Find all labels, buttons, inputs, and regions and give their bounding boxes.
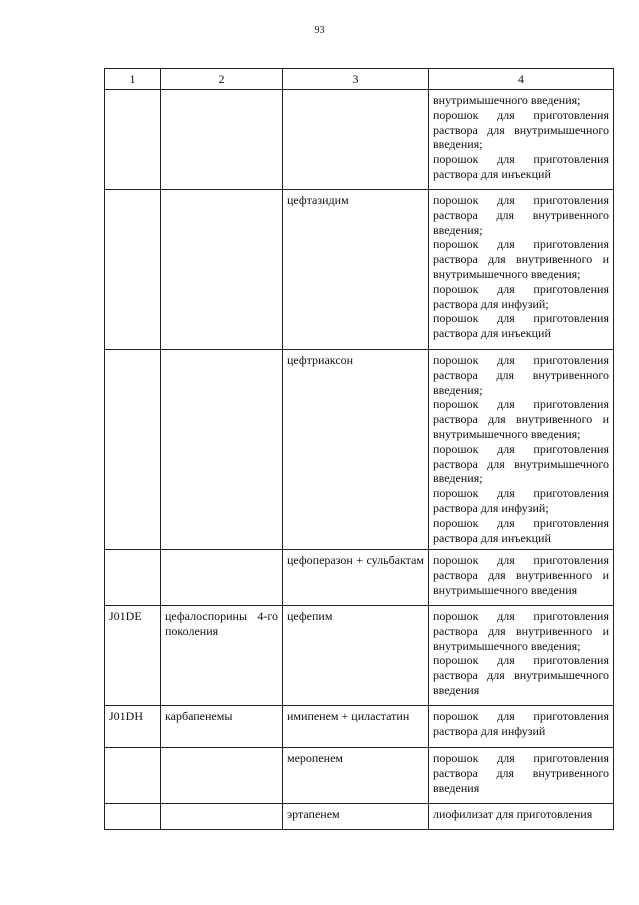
atc-code (105, 190, 161, 350)
atc-code (105, 804, 161, 830)
drug-name: меропенем (283, 748, 429, 804)
dosage-form: порошок для приготовления раствора для внутривенного и внутримышечного введения; (433, 609, 609, 653)
atc-code (105, 748, 161, 804)
table-row (105, 190, 614, 350)
dosage-forms (429, 748, 614, 804)
dosage-forms (429, 804, 614, 830)
drug-group (161, 748, 283, 804)
drug-name: цефоперазон + сульбактам (283, 550, 429, 606)
dosage-form: порошок для приготовления раствора для внутривенного и внутримышечного введения (433, 553, 609, 597)
dosage-form: порошок для приготовления раствора для внутривенного введения (433, 751, 609, 795)
table-row (105, 90, 614, 190)
table-row (105, 706, 614, 748)
drug-name: имипенем + циластатин (283, 706, 429, 748)
drug-group: карбапенемы (161, 706, 283, 748)
drug-group (161, 350, 283, 550)
dosage-form: внутримышечного введения; (433, 93, 581, 107)
dosage-form: порошок для приготовления раствора для инъекций (433, 152, 609, 181)
table-row (105, 748, 614, 804)
dosage-form: порошок для приготовления раствора для внутривенного введения; (433, 353, 609, 397)
header-col-1: 1 (105, 69, 161, 90)
drug-name: цефепим (283, 606, 429, 706)
atc-code (105, 350, 161, 550)
page-number: 93 (314, 25, 325, 36)
header-col-3: 3 (283, 69, 429, 90)
dosage-forms (429, 550, 614, 606)
dosage-forms (429, 606, 614, 706)
header-col-2: 2 (161, 69, 283, 90)
dosage-form: порошок для приготовления раствора для внутримышечного введения; (433, 107, 609, 152)
dosage-form: порошок для приготовления раствора для инфузий; (433, 281, 609, 311)
atc-code (105, 90, 161, 190)
drug-group (161, 90, 283, 190)
drug-name (283, 90, 429, 190)
dosage-form: порошок для приготовления раствора для внутривенного и внутримышечного введения; (433, 237, 609, 281)
table-row (105, 350, 614, 550)
drug-name: цефтазидим (283, 190, 429, 350)
drug-group (161, 550, 283, 606)
table-row (105, 550, 614, 606)
dosage-form: порошок для приготовления раствора для внутримышечного введения; (433, 441, 609, 486)
dosage-forms (429, 350, 614, 550)
dosage-form: лиофилизат для приготовления (433, 807, 593, 821)
atc-code: J01DE (105, 606, 161, 706)
dosage-form: порошок для приготовления раствора для инфузий; (433, 486, 609, 515)
header-row (105, 69, 614, 90)
drug-group (161, 190, 283, 350)
dosage-form: порошок для приготовления раствора для инъекций (433, 515, 609, 545)
atc-code: J01DH (105, 706, 161, 748)
dosage-forms (429, 706, 614, 748)
drug-table (104, 68, 614, 830)
dosage-form: порошок для приготовления раствора для внутривенного введения; (433, 193, 609, 237)
drug-group (161, 804, 283, 830)
table-row (105, 606, 614, 706)
dosage-forms (429, 90, 614, 190)
dosage-form: порошок для приготовления раствора для внутривенного и внутримышечного введения; (433, 397, 609, 441)
drug-name: эртапенем (283, 804, 429, 830)
drug-group: цефалоспорины 4-го поколения (161, 606, 283, 706)
dosage-form: порошок для приготовления раствора для инфузий (433, 709, 609, 738)
dosage-forms (429, 190, 614, 350)
header-col-4: 4 (429, 69, 614, 90)
dosage-form: порошок для приготовления раствора для внутримышечного введения (433, 653, 609, 697)
atc-code (105, 550, 161, 606)
table-row (105, 804, 614, 830)
drug-name: цефтриаксон (283, 350, 429, 550)
dosage-form: порошок для приготовления раствора для инъекций (433, 311, 609, 341)
